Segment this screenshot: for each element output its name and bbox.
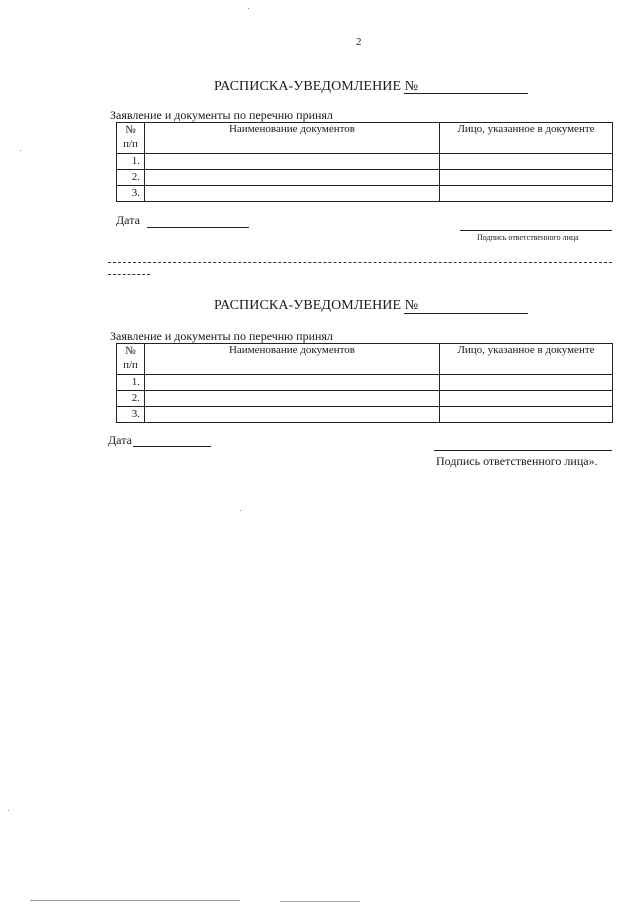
row-document-name-cell[interactable] [145,170,440,186]
table-row [117,186,613,202]
row-document-name-cell[interactable] [145,186,440,202]
receipt-2-number-line [404,313,528,314]
page-number: 2 [356,36,362,48]
receipt-1-title: РАСПИСКА-УВЕДОМЛЕНИЕ № [214,79,419,94]
header-document-name: Наименование документов [145,344,440,375]
row-document-name-cell[interactable] [145,154,440,170]
cut-line-dashes-continuation [108,274,150,275]
row-person-cell[interactable] [440,154,613,170]
row-number: 1. [117,154,145,170]
receipt-2-table [116,343,613,423]
row-person-cell[interactable] [440,375,613,391]
receipt-1-signature-caption: Подпись ответственного лица [477,233,579,242]
row-number: 2. [117,391,145,407]
receipt-1-signature-line[interactable] [460,230,612,231]
scan-speck [20,150,21,151]
header-person: Лицо, указанное в документе [440,344,613,375]
table-row [117,391,613,407]
scan-speck [248,8,249,9]
row-number: 2. [117,170,145,186]
row-person-cell[interactable] [440,186,613,202]
scan-bottom-edge-line [30,900,240,901]
table-header-row [117,344,613,375]
receipt-1-number-line [404,93,528,94]
header-number: № п/п [117,123,145,154]
row-number: 3. [117,186,145,202]
row-person-cell[interactable] [440,407,613,423]
header-document-name: Наименование документов [145,123,440,154]
row-document-name-cell[interactable] [145,407,440,423]
receipt-2-date-label: Дата [108,433,132,447]
scan-speck [8,810,9,811]
row-number: 3. [117,407,145,423]
receipt-2-title: РАСПИСКА-УВЕДОМЛЕНИЕ № [214,298,419,313]
row-person-cell[interactable] [440,170,613,186]
header-person: Лицо, указанное в документе [440,123,613,154]
table-row [117,407,613,423]
receipt-1-date-line[interactable] [147,227,249,228]
scan-speck [240,510,241,511]
table-header-row [117,123,613,154]
cut-line-dashes [108,262,612,263]
receipt-2-signature-caption: Подпись ответственного лица». [436,454,598,468]
table-row [117,154,613,170]
scan-bottom-edge-line [280,901,360,902]
receipt-1-date-label: Дата [116,213,140,227]
row-document-name-cell[interactable] [145,375,440,391]
receipt-2-signature-line[interactable] [434,450,612,451]
row-number: 1. [117,375,145,391]
receipt-2-date-line[interactable] [133,446,211,447]
header-number: № п/п [117,344,145,375]
receipt-2-intro: Заявление и документы по перечню принял [110,329,333,343]
table-row [117,375,613,391]
receipt-1-intro: Заявление и документы по перечню принял [110,108,333,122]
table-row [117,170,613,186]
row-document-name-cell[interactable] [145,391,440,407]
receipt-1-table [116,122,613,202]
row-person-cell[interactable] [440,391,613,407]
